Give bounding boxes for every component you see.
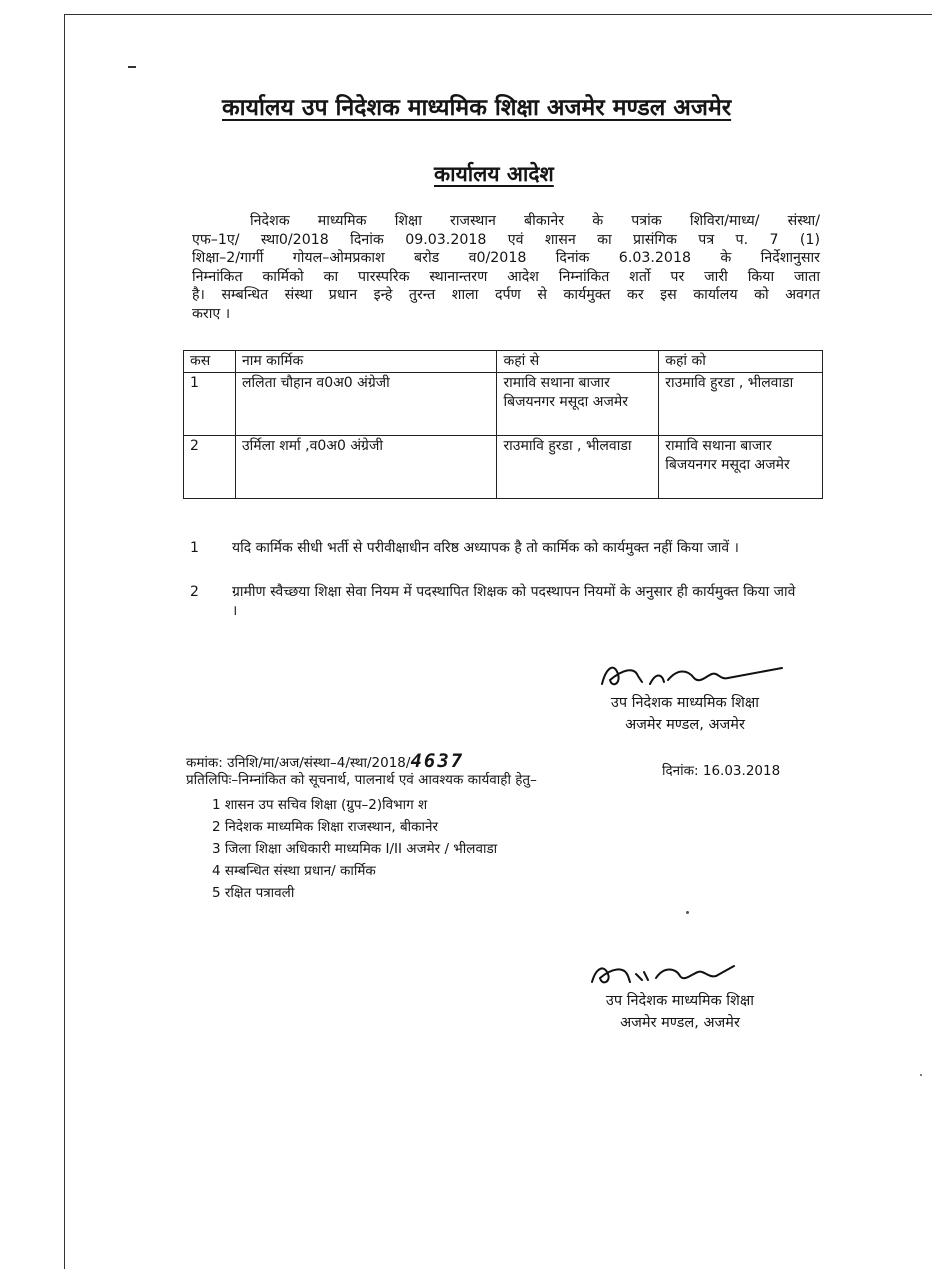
signature-1-scribble [592,654,792,696]
list-item: 2 निदेशक माध्यमिक शिक्षा राजस्थान, बीकानेर [212,819,439,835]
cell-name: ललिता चौहान व0अ0 अंग्रेजी [235,373,497,436]
cell-name: उर्मिला शर्मा ,व0अ0 अंग्रेजी [235,436,497,499]
signatory-designation: उप निदेशक माध्यमिक शिक्षा [605,993,755,1009]
reference-date [662,762,780,781]
cell-from: राउमावि हुरडा , भीलवाडा [497,436,659,499]
cell-sno: 2 [184,436,236,499]
table-row [184,373,823,436]
body-line: निम्नांकित कार्मिको का पारस्परिक स्थानान्तरण आदेश निम्नांकित शर्तो पर जारी किया जाता [192,268,820,285]
copy-to-intro: प्रतिलिपिः–निम्नांकित को सूचनार्थ, पालनार्थ एवं आवश्यक कार्यवाही हेतु– [186,772,537,788]
condition-number: 1 [190,540,199,556]
list-item: 4 सम्बन्धित संस्था प्रधान/ कार्मिक [212,863,376,879]
body-line: है। सम्बन्धित संस्था प्रधान इन्हे तुरन्त शाला दर्पण से कार्यमुक्त कर इस कार्यालय को अवगत [192,287,820,303]
reference-number [186,752,464,773]
document-page [64,14,932,1269]
signatory-office: अजमेर मण्डल, अजमेर [625,717,745,733]
header-sno: कस [184,351,236,373]
cell-to: रामावि सथाना बाजार बिजयनगर मसूदा अजमेर [659,436,823,499]
table-header-row [184,351,823,373]
signatory-designation: उप निदेशक माध्यमिक शिक्षा [610,695,760,711]
cell-from: रामावि सथाना बाजार बिजयनगर मसूदा अजमेर [497,373,659,436]
reference-prefix: कमांक: उनिशि/मा/अज/संस्था–4/स्था/2018/ [186,755,411,771]
list-item: 3 जिला शिक्षा अधिकारी माध्यमिक I/II अजमेर / भीलवाडा [212,841,498,857]
order-title: कार्यालय आदेश [434,162,554,186]
header-to: कहां को [659,351,823,373]
body-line: निदेशक माध्यमिक शिक्षा राजस्थान बीकानेर के पत्रांक शिविरा/माध्य/ संस्था/ [250,213,820,229]
body-line: शिक्षा–2/गार्गी गोयल–ओमप्रकाश बरोड व0/2018 दिनांक 6.03.2018 के निर्देशानुसार [192,250,820,266]
office-title: कार्यालय उप निदेशक माध्यमिक शिक्षा अजमेर मण्डल अजमेर [222,95,732,121]
cell-to: राउमावि हुरडा , भीलवाडा [659,373,823,436]
header-name: नाम कार्मिक [235,351,497,373]
table-row [184,436,823,499]
signature-block-2 [562,990,798,1034]
scan-mark [128,66,136,68]
signatory-office: अजमेर मण्डल, अजमेर [620,1015,740,1031]
handwritten-dispatch-number: 4637 [410,750,465,772]
scan-speck [920,1074,922,1076]
list-item: 5 रक्षित पत्रावली [212,885,295,901]
date-label: दिनांक: [662,763,699,779]
date-value: 16.03.2018 [702,763,781,779]
list-item: 1 शासन उप सचिव शिक्षा (ग्रुप–2)विभाग श [212,797,428,813]
signature-2-scribble [584,954,754,994]
body-line: एफ–1ए/ स्था0/2018 दिनांक 09.03.2018 एवं शासन का प्रासंगिक पत्र प. 7 (1) [192,231,820,248]
condition-text: यदि कार्मिक सीधी भर्ती से परीवीक्षाधीन वरिष्ठ अध्यापक है तो कार्मिक को कार्यमुक्त नहीं किया जावें । [232,540,739,556]
cell-sno: 1 [184,373,236,436]
condition-text: ग्रामीण स्वैच्छया शिक्षा सेवा नियम में पदस्थापित शिक्षक को पदस्थापन नियमों के अनुसार ही कार्यमुक्त किया जावे । [232,584,796,619]
signature-block-1 [570,692,800,736]
order-body-paragraph [192,212,820,323]
body-line: कराए । [192,305,231,322]
copy-to-list [212,794,497,904]
condition-number: 2 [190,584,199,600]
transfer-table [183,350,823,499]
scan-speck [686,911,689,914]
header-from: कहां से [497,351,659,373]
